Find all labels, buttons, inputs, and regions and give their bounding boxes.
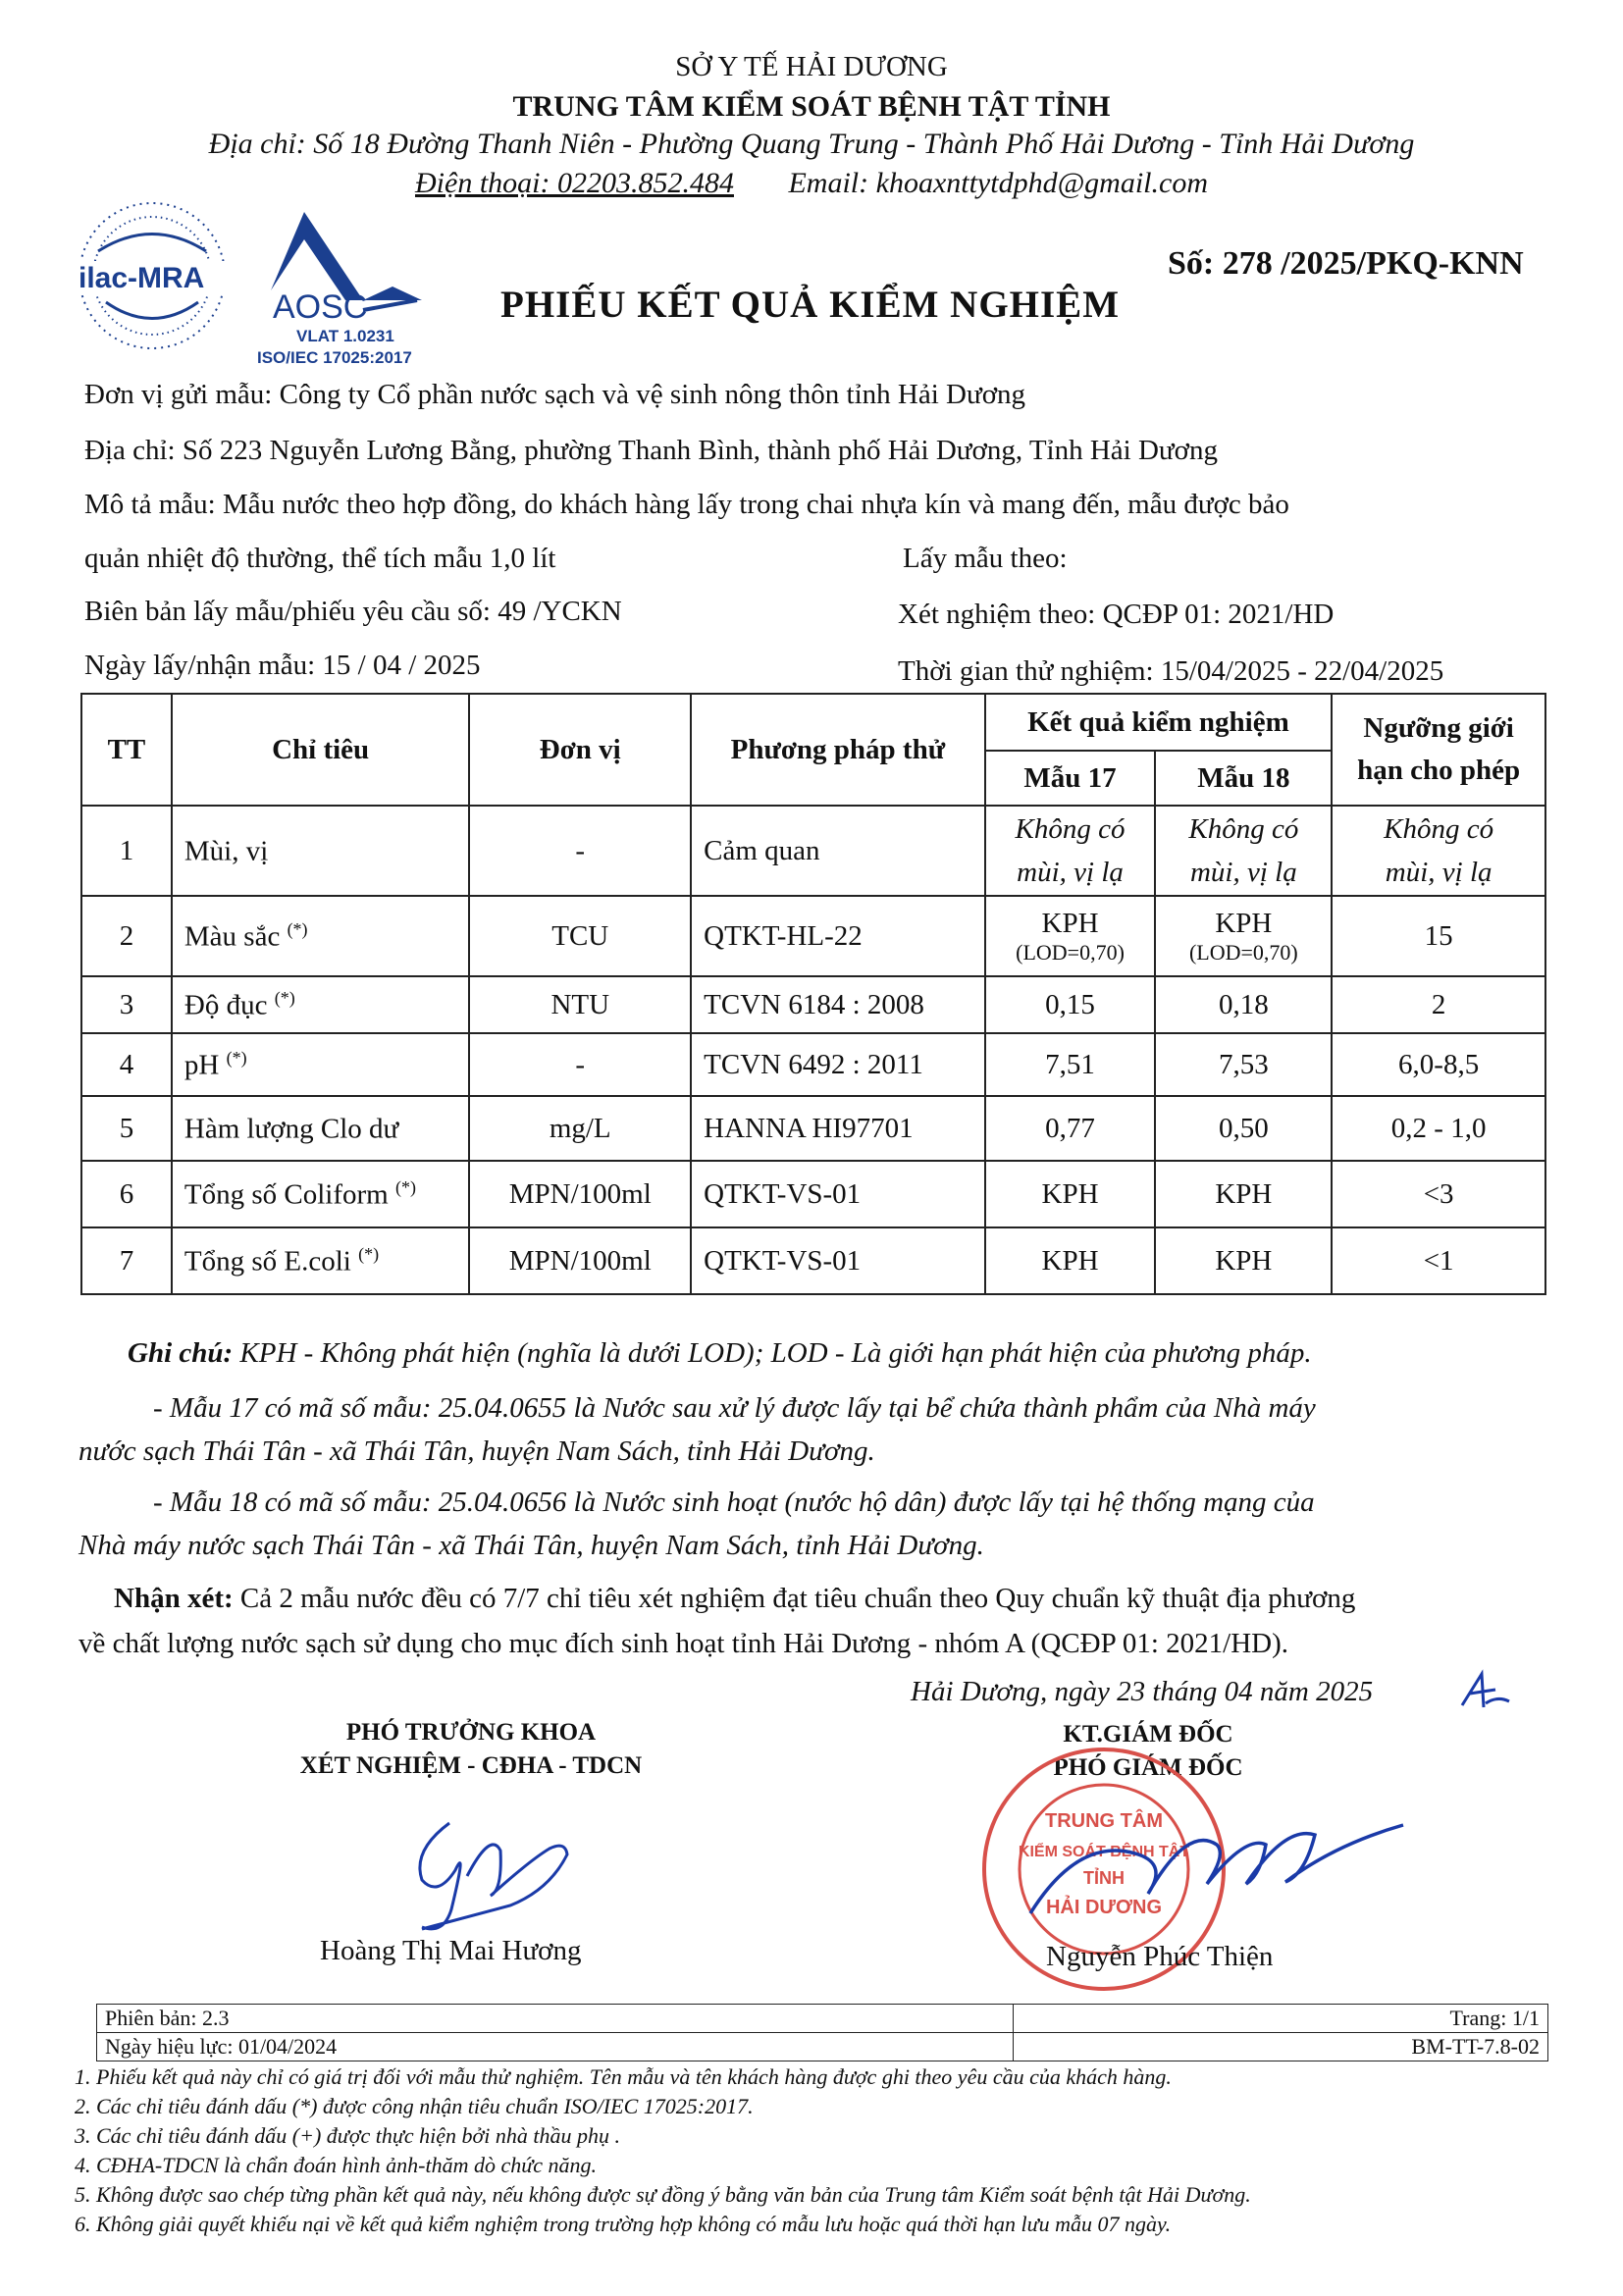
row-indicator bbox=[172, 896, 469, 976]
sampling-method-line: Lấy mẫu theo: bbox=[903, 543, 1068, 574]
row-unit: - bbox=[469, 1033, 691, 1096]
footer-effective-date: Ngày hiệu lực: 01/04/2024 bbox=[97, 2033, 1014, 2061]
accredited-mark: (*) bbox=[226, 1047, 247, 1068]
row-tt: 3 bbox=[81, 976, 172, 1033]
result-18-line1: 7,53 bbox=[1218, 1048, 1269, 1080]
row-tt: 5 bbox=[81, 1096, 172, 1161]
row-result-18 bbox=[1155, 1227, 1332, 1294]
right-signer-title1: KT.GIÁM ĐỐC bbox=[1063, 1721, 1233, 1748]
accredited-mark: (*) bbox=[358, 1243, 380, 1264]
footnote-5: 5. Không được sao chép từng phần kết quả này, nếu không được sự đồng ý bằng văn bản của Trung tâm Kiểm soát bệnh tật Hải Dương. bbox=[75, 2182, 1251, 2207]
accredited-mark: (*) bbox=[394, 1176, 416, 1197]
row-result-17 bbox=[985, 1033, 1156, 1096]
table-row bbox=[81, 976, 1545, 1033]
result-17-line1: KPH bbox=[1041, 907, 1099, 939]
stamp-text-1: TRUNG TÂM bbox=[1045, 1810, 1163, 1832]
row-result-18 bbox=[1155, 806, 1332, 896]
indicator-name: Độ đục bbox=[183, 989, 268, 1021]
result-18-line2: mùi, vị lạ bbox=[1189, 857, 1297, 888]
row-limit bbox=[1332, 1096, 1545, 1161]
row-method: QTKT-VS-01 bbox=[691, 1161, 984, 1227]
row-method: QTKT-VS-01 bbox=[691, 1227, 984, 1294]
ilac-text: ilac-MRA bbox=[79, 262, 205, 294]
header-sample-18: Mẫu 18 bbox=[1155, 751, 1332, 806]
result-18-line1: 0,50 bbox=[1218, 1112, 1269, 1144]
limit-line1: 15 bbox=[1424, 919, 1453, 952]
sample-date-line: Ngày lấy/nhận mẫu: 15 / 04 / 2025 bbox=[84, 650, 481, 681]
ilac-mra-logo bbox=[77, 203, 234, 348]
result-17-line2: (LOD=0,70) bbox=[1016, 939, 1125, 965]
table-row bbox=[81, 896, 1545, 976]
row-result-17 bbox=[985, 976, 1156, 1033]
limit-line1: <1 bbox=[1423, 1244, 1454, 1277]
row-limit bbox=[1332, 806, 1545, 896]
indicator-name: Tổng số Coliform bbox=[183, 1178, 389, 1211]
result-18-line1: KPH bbox=[1215, 1177, 1273, 1210]
note-sample17-line2: nước sạch Thái Tân - xã Thái Tân, huyện Nam Sách, tỉnh Hải Dương. bbox=[79, 1435, 875, 1467]
request-number-line: Biên bản lấy mẫu/phiếu yêu cầu số: 49 /YCKN bbox=[84, 596, 622, 627]
row-tt: 2 bbox=[81, 896, 172, 976]
remark-line1 bbox=[114, 1576, 1355, 1621]
table-header-row bbox=[81, 694, 1545, 751]
results-table bbox=[80, 693, 1546, 1295]
result-18-line1: 0,18 bbox=[1218, 988, 1269, 1020]
note-sample18-line2: Nhà máy nước sạch Thái Tân - xã Thái Tân, huyện Nam Sách, tỉnh Hải Dương. bbox=[79, 1530, 984, 1561]
left-signer-name: Hoàng Thị Mai Hương bbox=[320, 1935, 582, 1966]
limit-line1: <3 bbox=[1423, 1177, 1454, 1210]
result-18-line1: KPH bbox=[1215, 907, 1273, 939]
row-limit bbox=[1332, 896, 1545, 976]
limit-line1: 0,2 - 1,0 bbox=[1390, 1112, 1487, 1144]
result-18-line1: KPH bbox=[1215, 1244, 1273, 1277]
note-label: Ghi chú: bbox=[128, 1337, 234, 1369]
row-result-17 bbox=[985, 1161, 1156, 1227]
footer-form-code: BM-TT-7.8-02 bbox=[1014, 2033, 1548, 2061]
right-signer-title2: PHÓ GIÁM ĐỐC bbox=[1053, 1754, 1243, 1781]
remark-label: Nhận xét: bbox=[114, 1583, 234, 1614]
indicator-name: Mùi, vị bbox=[183, 835, 269, 867]
row-indicator bbox=[172, 1227, 469, 1294]
row-unit: MPN/100ml bbox=[469, 1227, 691, 1294]
right-signature-icon bbox=[1018, 1796, 1413, 1933]
result-18-line2: (LOD=0,70) bbox=[1188, 939, 1298, 965]
left-signature-icon bbox=[393, 1811, 589, 1939]
row-result-18 bbox=[1155, 1096, 1332, 1161]
row-result-17 bbox=[985, 1227, 1156, 1294]
row-result-18 bbox=[1155, 1033, 1332, 1096]
row-unit: mg/L bbox=[469, 1096, 691, 1161]
department-name: SỞ Y TẾ HẢI DƯƠNG bbox=[675, 51, 948, 82]
right-signer-name: Nguyễn Phúc Thiện bbox=[1046, 1941, 1274, 1972]
footnote-3: 3. Các chỉ tiêu đánh dấu (+) được thực hiện bởi nhà thầu phụ . bbox=[75, 2123, 621, 2148]
stamp-text-3: TỈNH bbox=[1083, 1868, 1125, 1888]
limit-line1: Không có bbox=[1384, 813, 1494, 845]
row-method: Cảm quan bbox=[691, 806, 984, 896]
footnote-1: 1. Phiếu kết quả này chỉ có giá trị đối với mẫu thử nghiệm. Tên mẫu và tên khách hàng được ghi theo yêu cầu của khách hàng. bbox=[75, 2064, 1172, 2089]
row-method: HANNA HI97701 bbox=[691, 1096, 984, 1161]
note-line-0 bbox=[128, 1331, 1312, 1376]
result-17-line1: KPH bbox=[1041, 1244, 1099, 1277]
limit-line2: mùi, vị lạ bbox=[1385, 857, 1492, 888]
center-address: Địa chỉ: Số 18 Đường Thanh Niên - Phường Quang Trung - Thành Phố Hải Dương - Tỉnh Hải Dương bbox=[208, 128, 1415, 160]
stamp-text-2: KIỂM SOÁT BỆNH TẬT bbox=[1018, 1844, 1190, 1860]
iso-text: ISO/IEC 17025:2017 bbox=[257, 348, 412, 367]
limit-line1: 6,0-8,5 bbox=[1398, 1048, 1480, 1080]
header-sample-17: Mẫu 17 bbox=[985, 751, 1156, 806]
result-17-line1: Không có bbox=[1015, 813, 1126, 845]
row-method: QTKT-HL-22 bbox=[691, 896, 984, 976]
table-row bbox=[81, 1096, 1545, 1161]
row-indicator bbox=[172, 1033, 469, 1096]
row-limit bbox=[1332, 976, 1545, 1033]
initial-mark bbox=[1456, 1666, 1515, 1715]
row-method: TCVN 6184 : 2008 bbox=[691, 976, 984, 1033]
indicator-name: Hàm lượng Clo dư bbox=[183, 1113, 399, 1145]
vlat-text: VLAT 1.0231 bbox=[296, 327, 394, 345]
row-unit: TCU bbox=[469, 896, 691, 976]
row-result-18 bbox=[1155, 896, 1332, 976]
footer-table bbox=[96, 2004, 1548, 2061]
remark-line2: về chất lượng nước sạch sử dụng cho mục đích sinh hoạt tỉnh Hải Dương - nhóm A (QCĐP 01: 2021/HD). bbox=[79, 1628, 1289, 1659]
header-result: Kết quả kiểm nghiệm bbox=[985, 694, 1333, 751]
row-tt: 4 bbox=[81, 1033, 172, 1096]
row-tt: 7 bbox=[81, 1227, 172, 1294]
table-row bbox=[81, 1161, 1545, 1227]
header-limit-line2: hạn cho phép bbox=[1357, 755, 1521, 786]
aosc-text: AOSC bbox=[273, 288, 368, 326]
center-name: TRUNG TÂM KIỂM SOÁT BỆNH TẬT TỈNH bbox=[512, 90, 1111, 123]
row-result-18 bbox=[1155, 1161, 1332, 1227]
result-17-line2: mùi, vị lạ bbox=[1017, 857, 1124, 888]
aosc-logo bbox=[257, 212, 422, 367]
page-title: PHIẾU KẾT QUẢ KIỂM NGHIỆM bbox=[500, 284, 1121, 326]
indicator-name: pH bbox=[183, 1049, 220, 1081]
left-signer-title2: XÉT NGHIỆM - CĐHA - TDCN bbox=[299, 1752, 643, 1779]
indicator-name: Màu sắc bbox=[183, 920, 281, 953]
sample-description-line1: Mô tả mẫu: Mẫu nước theo hợp đồng, do khách hàng lấy trong chai nhựa kín và mang đến, mẫu được bảo bbox=[84, 489, 1289, 520]
table-row bbox=[81, 1227, 1545, 1294]
row-method: TCVN 6492 : 2011 bbox=[691, 1033, 984, 1096]
footnote-4: 4. CĐHA-TDCN là chẩn đoán hình ảnh-thăm dò chức năng. bbox=[75, 2153, 598, 2177]
result-18-line1: Không có bbox=[1188, 813, 1299, 845]
result-17-line1: 7,51 bbox=[1045, 1048, 1095, 1080]
note-sample18-line1: - Mẫu 18 có mã số mẫu: 25.04.0656 là Nước sinh hoạt (nước hộ dân) được lấy tại hệ thống mạng của bbox=[153, 1487, 1315, 1518]
test-time-line: Thời gian thử nghiệm: 15/04/2025 - 22/04/2025 bbox=[898, 655, 1444, 687]
phone-text: Điện thoại: 02203.852.484 bbox=[415, 167, 734, 199]
row-unit: MPN/100ml bbox=[469, 1161, 691, 1227]
header-tt: TT bbox=[81, 694, 172, 806]
row-result-17 bbox=[985, 806, 1156, 896]
row-tt: 6 bbox=[81, 1161, 172, 1227]
stamp-text-4: HẢI DƯƠNG bbox=[1045, 1897, 1163, 1918]
row-result-17 bbox=[985, 1096, 1156, 1161]
header-limit bbox=[1332, 694, 1545, 806]
limit-line1: 2 bbox=[1431, 988, 1446, 1020]
header-method: Phương pháp thử bbox=[691, 694, 984, 806]
footer-version: Phiên bản: 2.3 bbox=[97, 2005, 1014, 2033]
row-tt: 1 bbox=[81, 806, 172, 896]
row-indicator bbox=[172, 806, 469, 896]
document-number: Số: 278 /2025/PKQ-KNN bbox=[1168, 245, 1524, 282]
footnote-6: 6. Không giải quyết khiếu nại về kết quả kiểm nghiệm trong trường hợp không có mẫu lưu hoặc quá thời hạn lưu mẫu 07 ngày. bbox=[75, 2212, 1172, 2236]
test-standard-line: Xét nghiệm theo: QCĐP 01: 2021/HD bbox=[898, 599, 1335, 630]
header-indicator: Chỉ tiêu bbox=[172, 694, 469, 806]
row-indicator bbox=[172, 1096, 469, 1161]
remark-text: Cả 2 mẫu nước đều có 7/7 chỉ tiêu xét nghiệm đạt tiêu chuẩn theo Quy chuẩn kỹ thuật địa phương bbox=[239, 1583, 1356, 1614]
sample-description-line2: quản nhiệt độ thường, thể tích mẫu 1,0 lít bbox=[84, 543, 556, 574]
sender-line: Đơn vị gửi mẫu: Công ty Cổ phần nước sạch và vệ sinh nông thôn tỉnh Hải Dương bbox=[84, 379, 1026, 410]
row-indicator bbox=[172, 976, 469, 1033]
table-row bbox=[81, 806, 1545, 896]
result-17-line1: 0,15 bbox=[1045, 988, 1095, 1020]
result-17-line1: KPH bbox=[1041, 1177, 1099, 1210]
result-17-line1: 0,77 bbox=[1045, 1112, 1095, 1144]
email-text: Email: khoaxnttytdphd@gmail.com bbox=[788, 167, 1208, 199]
accredited-mark: (*) bbox=[274, 987, 295, 1008]
accreditation-logos bbox=[69, 192, 481, 369]
row-unit: NTU bbox=[469, 976, 691, 1033]
note-sample17-line1: - Mẫu 17 có mã số mẫu: 25.04.0655 là Nước sau xử lý được lấy tại bể chứa thành phẩm của Nhà máy bbox=[153, 1392, 1316, 1424]
row-result-17 bbox=[985, 896, 1156, 976]
note-kph-lod: KPH - Không phát hiện (nghĩa là dưới LOD); LOD - Là giới hạn phát hiện của phương pháp. bbox=[239, 1337, 1312, 1369]
footnote-2: 2. Các chỉ tiêu đánh dấu (*) được công nhận tiêu chuẩn ISO/IEC 17025:2017. bbox=[75, 2094, 754, 2118]
row-indicator bbox=[172, 1161, 469, 1227]
row-limit bbox=[1332, 1161, 1545, 1227]
indicator-name: Tổng số E.coli bbox=[183, 1245, 351, 1278]
left-signer-title1: PHÓ TRƯỞNG KHOA bbox=[345, 1719, 597, 1746]
accredited-mark: (*) bbox=[287, 918, 308, 939]
header-unit: Đơn vị bbox=[469, 694, 691, 806]
row-limit bbox=[1332, 1227, 1545, 1294]
footer-page: Trang: 1/1 bbox=[1014, 2005, 1548, 2033]
date-place: Hải Dương, ngày 23 tháng 04 năm 2025 bbox=[911, 1676, 1374, 1707]
sender-address-line: Địa chỉ: Số 223 Nguyễn Lương Bằng, phường Thanh Bình, thành phố Hải Dương, Tỉnh Hải Dương bbox=[84, 435, 1218, 466]
row-result-18 bbox=[1155, 976, 1332, 1033]
header-limit-line1: Ngưỡng giới bbox=[1363, 712, 1514, 744]
table-body bbox=[81, 806, 1545, 1294]
row-unit: - bbox=[469, 806, 691, 896]
table-row bbox=[81, 1033, 1545, 1096]
row-limit bbox=[1332, 1033, 1545, 1096]
